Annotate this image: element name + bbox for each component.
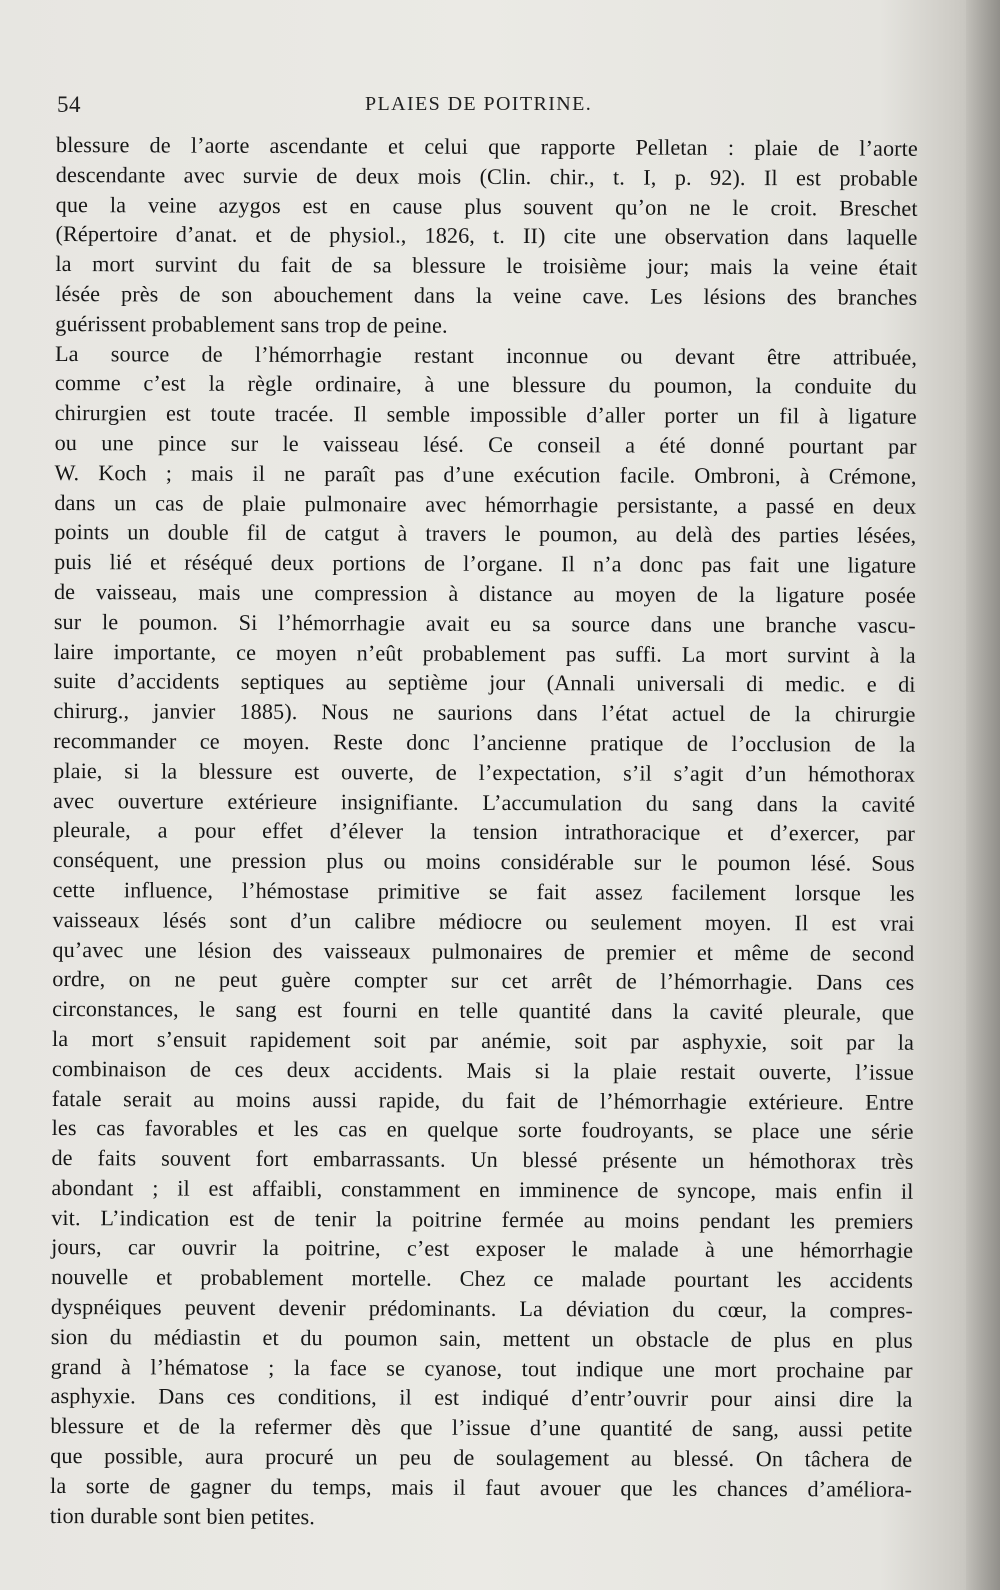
text-line: la mort s’ensuit rapidement soit par anémie, soit par asphyxie, soit par la [51, 1025, 915, 1055]
text-line: la sorte de gagner du temps, mais il faut avouer que les chances d’améliora- [50, 1472, 913, 1502]
text-line: points un double fil de catgut à travers le poumon, au delà des parties lésées, [54, 519, 917, 549]
text-line: suite d’accidents septiques au septième jour (Annali universali di medic. e di [53, 668, 916, 698]
text-line: de faits souvent fort embarrassants. Un blessé présente un hémothorax très [51, 1145, 914, 1174]
text-line: la mort survint du fait de sa blessure le troisième jour; mais la veine était [55, 251, 918, 280]
text-line: plaie, si la blessure est ouverte, de l’expectation, s’il s’agit d’un hémothorax [53, 757, 916, 787]
text-line: cette influence, l’hémostase primitive se fait assez facilement lorsque les [52, 876, 915, 906]
text-line: (Répertoire d’anat. et de physiol., 1826, t. II) cite une observation dans laquelle [55, 221, 918, 251]
text-line: W. Koch ; mais il ne paraît pas d’une exécution facile. Ombroni, à Crémone, [54, 459, 917, 489]
text-line: chirurg., janvier 1885). Nous ne saurions dans l’état actuel de la chirurgie [53, 698, 916, 727]
text-line: ordre, on ne peut guère compter sur cet arrêt de l’hémorrhagie. Dans ces [52, 966, 915, 996]
text-line: dyspnéiques peuvent devenir prédominants. La déviation du cœur, la compres- [50, 1294, 913, 1323]
text-line: blessure de l’aorte ascendante et celui que rapporte Pelletan : plaie de l’aorte [55, 131, 918, 161]
text-line: vit. L’indication est de tenir la poitrine fermée au moins pendant les premiers [51, 1204, 914, 1234]
running-title: PLAIES DE POITRINE. [365, 93, 593, 115]
text-line: conséquent, une pression plus ou moins considérable sur le poumon lésé. Sous [52, 847, 915, 876]
body-text [50, 130, 918, 1534]
text-line: lésée près de son abouchement dans la veine cave. Les lésions des branches [55, 280, 918, 310]
text-line: qu’avec une lésion des vaisseaux pulmonaires de premier et même de second [52, 936, 915, 966]
text-line: blessure et de la refermer dès que l’issue d’une quantité de sang, aussi petite [50, 1413, 913, 1443]
text-line: de vaisseau, mais une compression à distance au moyen de la ligature posée [53, 578, 917, 608]
text-line: comme c’est la règle ordinaire, à une blessure du poumon, la conduite du [54, 370, 917, 400]
text-line: avec ouverture extérieure insignifiante. L’accumulation du sang dans la cavité [53, 787, 916, 817]
text-line: nouvelle et probablement mortelle. Chez ce malade pourtant les accidents [50, 1264, 914, 1294]
text-line: ou une pince sur le vaisseau lésé. Ce conseil a été donné pourtant par [54, 429, 917, 459]
page-edge-shadow [966, 0, 1000, 1590]
text-line: circonstances, le sang est fourni en telle quantité dans la cavité pleurale, que [52, 996, 915, 1025]
text-line: fatale serait au moins aussi rapide, du fait de l’hémorrhagie extérieure. Entre [51, 1085, 914, 1115]
text-line: puis lié et réséqué deux portions de l’organe. Il n’a donc pas fait une ligature [54, 549, 917, 578]
text-line: que la veine azygos est en cause plus souvent qu’on ne le croit. Breschet [55, 191, 918, 221]
text-line: laire importante, ce moyen n’eût probablement pas suffi. La mort survint à la [53, 638, 916, 668]
text-line: que possible, aura procuré un peu de soulagement au blessé. On tâchera de [50, 1443, 913, 1472]
text-line: guérissent probablement sans trop de peine. [55, 310, 448, 338]
text-line: abondant ; il est affaibli, constamment en imminence de syncope, mais enfin il [51, 1174, 914, 1204]
text-line: descendante avec survie de deux mois (Clin. chir., t. I, p. 92). Il est probable [55, 161, 918, 191]
text-line: combinaison de ces deux accidents. Mais si la plaie restait ouverte, l’issue [51, 1055, 914, 1085]
page-header [57, 88, 917, 124]
text-line: pleurale, a pour effet d’élever la tension intrathoracique et d’exercer, par [52, 817, 915, 847]
text-line: vaisseaux lésés sont d’un calibre médiocre ou seulement moyen. Il est vrai [52, 906, 915, 936]
text-line: chirurgien est toute tracée. Il semble impossible d’aller porter un fil à ligature [54, 400, 917, 429]
text-line: sion du médiastin et du poumon sain, mettent un obstacle de plus en plus [50, 1323, 913, 1353]
text-line: tion durable sont bien petites. [49, 1502, 315, 1529]
text-line: jours, car ouvrir la poitrine, c’est exposer le malade à une hémorrhagie [51, 1234, 914, 1264]
page-number: 54 [57, 92, 81, 117]
text-line: grand à l’hématose ; la face se cyanose, tout indique une mort prochaine par [50, 1353, 913, 1383]
text-line: recommander ce moyen. Reste donc l’ancienne pratique de l’occlusion de la [53, 727, 916, 757]
text-line: sur le poumon. Si l’hémorrhagie avait eu sa source dans une branche vascu- [53, 608, 916, 638]
text-line: asphyxie. Dans ces conditions, il est indiqué d’entr’ouvrir pour ainsi dire la [50, 1383, 913, 1413]
text-line: dans un cas de plaie pulmonaire avec hémorrhagie persistante, a passé en deux [54, 489, 917, 519]
text-line: les cas favorables et les cas en quelque sorte foudroyants, se place une série [51, 1115, 914, 1145]
text-line: La source de l’hémorrhagie restant inconnue ou devant être attribuée, [54, 340, 918, 370]
